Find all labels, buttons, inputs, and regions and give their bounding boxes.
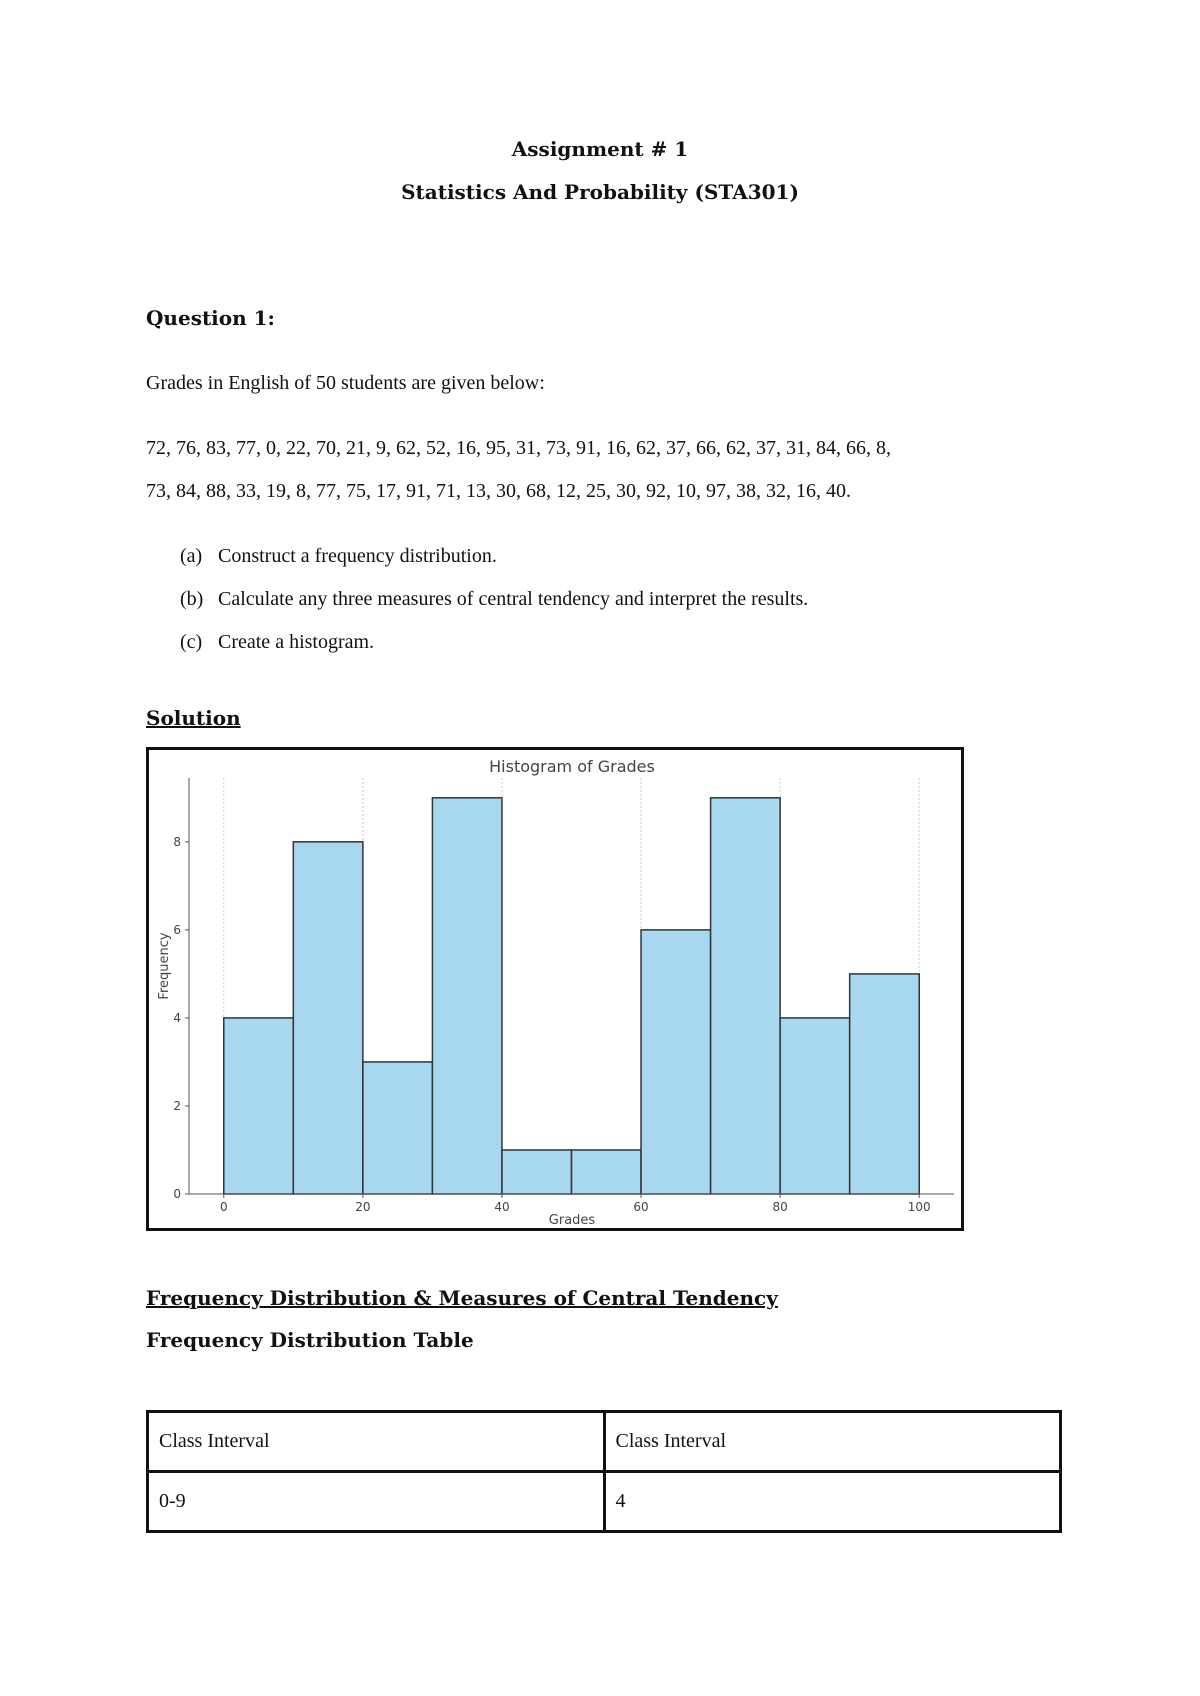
y-tick-label: 8 [173, 834, 181, 849]
assignment-title: Assignment # 1 [511, 137, 689, 161]
x-tick-label: 20 [355, 1200, 371, 1214]
question-heading: Question 1: [146, 306, 275, 330]
histogram-bar [572, 1150, 642, 1194]
y-tick-label: 4 [173, 1010, 181, 1025]
histogram-bar [711, 798, 781, 1194]
list-marker: (a) [180, 545, 203, 567]
table-cell: 4 [604, 1472, 1061, 1532]
table-header-cell: Class Interval [604, 1412, 1061, 1472]
histogram-bar [432, 798, 502, 1194]
table-row [148, 1472, 1061, 1532]
list-text: Calculate any three measures of central tendency and interpret the results. [218, 588, 809, 610]
histogram-frame [146, 747, 964, 1231]
question-intro: Grades in English of 50 students are given below: [146, 372, 545, 394]
course-title: Statistics And Probability (STA301) [401, 180, 799, 204]
table-header-row [148, 1412, 1061, 1472]
list-item [180, 588, 808, 611]
histogram-bar [224, 1018, 294, 1194]
histogram-bar [780, 1018, 850, 1194]
y-axis-label: Frequency [157, 932, 172, 1000]
x-tick-label: 40 [494, 1200, 510, 1214]
histogram-bar [641, 930, 711, 1194]
solution-heading: Solution [146, 706, 241, 730]
x-tick-label: 0 [219, 1200, 228, 1214]
list-marker: (b) [180, 588, 204, 610]
histogram-bar [502, 1150, 572, 1194]
x-tick-label: 60 [633, 1200, 649, 1214]
list-item [180, 545, 497, 568]
frequency-section-heading: Frequency Distribution & Measures of Central Tendency [146, 1286, 778, 1310]
table-cell: 0-9 [148, 1472, 605, 1532]
x-tick-label: 100 [907, 1200, 931, 1214]
histogram-chart [149, 750, 961, 1228]
table-header-cell: Class Interval [148, 1412, 605, 1472]
chart-title: Histogram of Grades [489, 757, 655, 776]
histogram-bar [363, 1062, 433, 1194]
list-item [180, 631, 374, 654]
grades-data-line-1: 72, 76, 83, 77, 0, 22, 70, 21, 9, 62, 52, 16, 95, 31, 73, 91, 16, 62, 37, 66, 62, 37, 31, 84, 66, 8, [146, 437, 891, 459]
grades-data-line-2: 73, 84, 88, 33, 19, 8, 77, 75, 17, 91, 71, 13, 30, 68, 12, 25, 30, 92, 10, 97, 38, 32, 16, 40. [146, 480, 851, 502]
y-tick-label: 0 [173, 1187, 181, 1201]
list-text: Construct a frequency distribution. [218, 545, 497, 567]
x-axis-label: Grades [548, 1213, 596, 1228]
list-text: Create a histogram. [218, 631, 375, 653]
histogram-bar [293, 842, 363, 1194]
frequency-table-heading: Frequency Distribution Table [146, 1328, 474, 1352]
frequency-table [146, 1410, 1062, 1533]
y-tick-label: 2 [173, 1098, 181, 1113]
histogram-bar [850, 974, 920, 1194]
list-marker: (c) [180, 631, 203, 653]
x-tick-label: 80 [772, 1200, 788, 1214]
y-tick-label: 6 [173, 922, 181, 937]
